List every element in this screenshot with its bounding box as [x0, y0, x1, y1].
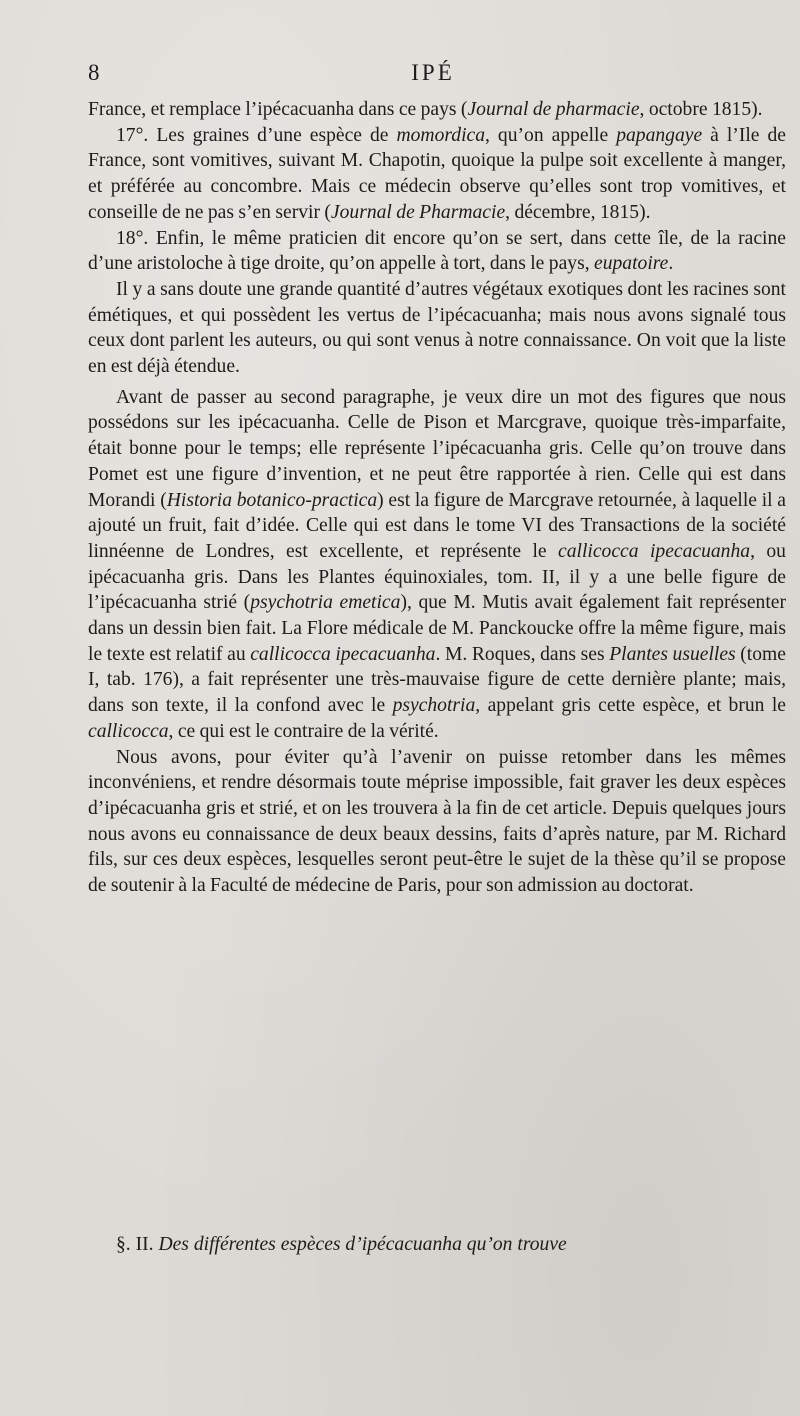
- text-run: , octobre 1815).: [639, 99, 763, 120]
- page-number: 8: [88, 60, 100, 85]
- paragraph: [88, 97, 786, 123]
- body-text: [88, 97, 786, 899]
- text-run: , ce qui est le contraire de la vérité.: [168, 720, 439, 742]
- text-run: .: [668, 253, 674, 275]
- italic-text: callicocca ipecacuanha: [250, 643, 436, 665]
- italic-text: psychotria: [392, 695, 476, 717]
- italic-text: eupatoire: [594, 253, 669, 275]
- italic-text: Plantes usuelles: [609, 643, 736, 665]
- paragraph: [88, 226, 786, 277]
- paragraph: [88, 277, 786, 380]
- text-run: (tome I, tab. 176), a fait représenter une très-mauvaise figure de cette dernière plante; mais, dans son texte, il la confond avec le: [88, 643, 786, 717]
- text-run: Avant de passer au second paragraphe, je veux dire un mot des figures que nous possédons sur les ipécacuanha. Celle de Pison et Marcgrave, quoique très-imparfaite, était bonne pour le temps; elle représente l’ipécacuanha gris. Celle qu’on trouve dans Pomet est une figure d’invention, et ne peut être rapportée à rien. Celle qui est dans Morandi (: [88, 386, 786, 511]
- paragraph: [88, 745, 786, 899]
- section-heading: [88, 1232, 786, 1258]
- text-run: Il y a sans doute une grande quantité d’autres végétaux exotiques dont les racines sont émétiques, et qui possèdent les vertus de l’ipécacuanha; mais nous avons signalé tous ceux dont parlent les auteurs, ou qui sont venus à notre connaissance. On voit que la liste en est déjà étendue.: [88, 278, 786, 378]
- text-run: ) est la figure de Marcgrave retournée, à laquelle il a ajouté un fruit, fait d’idée. Celle qui est dans le tome VI des Transactions de la société linnéenne de Londres, est excellente, et représente le: [88, 489, 786, 562]
- text-run: 18°. Enfin, le même praticien dit encore qu’on se sert, dans cette île, de la racine d’une aristoloche à tige droite, qu’on appelle à tort, dans le pays,: [88, 227, 786, 275]
- running-head: IPÉ: [411, 60, 455, 85]
- text-run: Nous avons, pour éviter qu’à l’avenir on puisse retomber dans les mêmes inconvéniens, et rendre désormais toute méprise impossible, fait graver les deux espèces d’ipécacuanha gris et strié, et on les trouvera à la fin de cet article. Depuis quelques jours nous avons eu connaissance de deux beaux dessins, faits d’après nature, par M. Richard fils, sur ces deux espèces, lesquelles seront peut-être le sujet de la thèse qu’il se propose de soutenir à la Faculté de médecine de Paris, pour son admission au doctorat.: [88, 746, 786, 897]
- text-run: France, et remplace l’ipécacuanha dans ce pays (: [88, 99, 468, 120]
- italic-text: Historia botanico-practica: [166, 489, 378, 511]
- section-title: Des différentes espèces d’ipécacuanha qu’on trouve: [158, 1234, 567, 1255]
- italic-text: Journal de Pharmacie: [330, 201, 506, 223]
- text-run: . M. Roques, dans ses: [435, 643, 610, 665]
- text-run: , appelant gris cette espèce, et brun le: [475, 695, 787, 717]
- italic-text: psychotria emetica: [250, 592, 401, 614]
- section-number: §. II.: [116, 1234, 159, 1255]
- page-header: [88, 60, 778, 90]
- italic-text: callicocca: [88, 720, 169, 742]
- paragraph: [88, 123, 786, 226]
- text-run: , décembre, 1815).: [505, 201, 651, 223]
- italic-text: Journal de pharmacie: [467, 99, 640, 120]
- text-run: à l’Ile de France, sont vomitives, suivant M. Chapotin, quoique la pulpe soit excellente à manger, et préférée au concombre. Mais ce médecin observe qu’elles sont trop vomitives, et conseille de ne pas s’en servir (: [88, 124, 786, 223]
- text-run: , ou ipécacuanha gris. Dans les Plantes équinoxiales, tom. II, il y a une belle figure de l’ipécacuanha strié (: [88, 540, 786, 614]
- italic-text: callicocca ipecacuanha: [558, 540, 751, 562]
- text-run: ), que M. Mutis avait également fait représenter dans un dessin bien fait. La Flore médicale de M. Panckoucke offre la même figure, mais le texte est relatif au: [88, 592, 786, 665]
- italic-text: papangaye: [616, 124, 703, 146]
- italic-text: momordica: [396, 124, 486, 146]
- text-run: 17°. Les graines d’une espèce de: [116, 124, 397, 146]
- text-run: , qu’on appelle: [485, 124, 617, 146]
- paragraph: [88, 385, 786, 745]
